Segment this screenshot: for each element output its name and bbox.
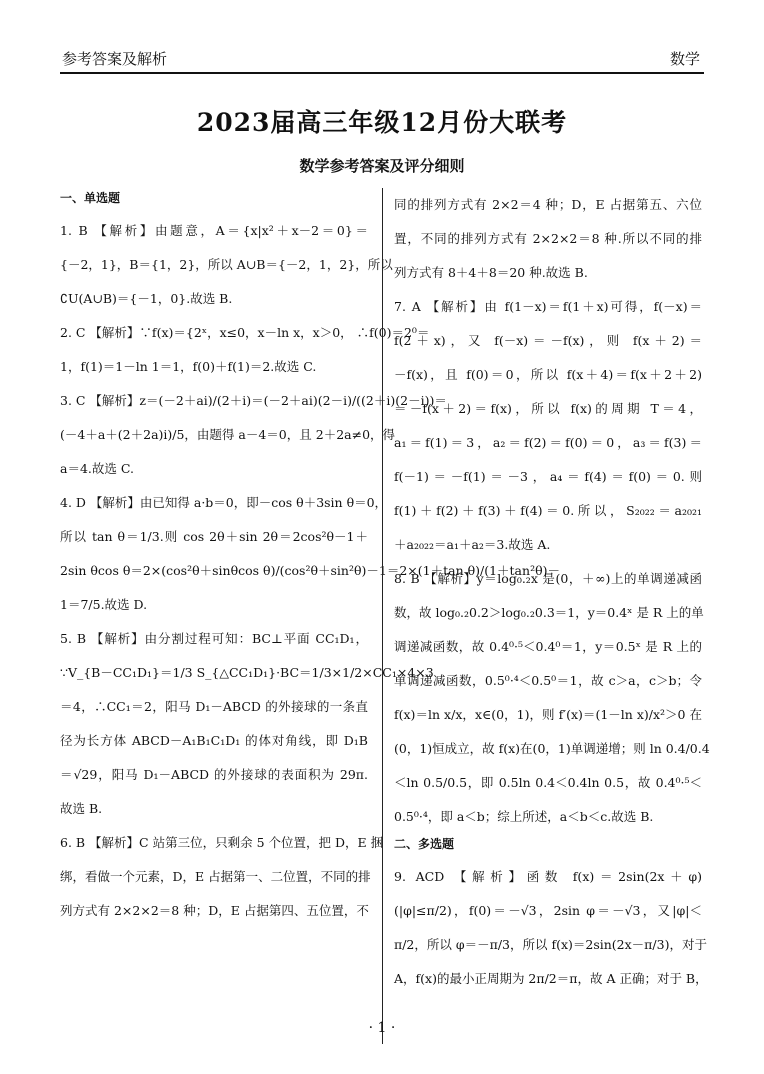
answer-text-line: 0.5⁰·⁴，即 a＜b；综上所述，a＜b＜c.故选 B. (394, 809, 654, 824)
answer-text-line: f(1)＋f(2)＋f(3)＋f(4)＝0.所以，S₂₀₂₂＝a₂₀₂₁ (394, 503, 702, 518)
answer-text-line: f(x)＝ln x/x，x∈(0，1)，则 f′(x)＝(1－ln x)/x²＞0 在 (394, 707, 702, 722)
answer-text-line: f(2＋x)，又 f(－x)＝－f(x)，则 f(x＋2)＝ (394, 333, 702, 348)
answer-text-line: 列方式有 8＋4＋8＝20 种.故选 B. (394, 265, 588, 280)
answer-text-line: 所以 tan θ＝1/3.则 cos 2θ＋sin 2θ＝2cos²θ－1＋ (60, 529, 368, 544)
answer-text-line: －f(x)，且 f(0)＝0，所以 f(x＋4)＝f(x＋2＋2) (394, 367, 702, 382)
answer-text-line: 同的排列方式有 2×2＝4 种；D，E 占据第五、六位 (394, 197, 702, 212)
answer-text-line: ＝√29，阳马 D₁－ABCD 的外接球的表面积为 29π. (60, 767, 368, 782)
right-column (394, 188, 710, 996)
answer-text-line: ＝－f(x＋2)＝f(x)，所以 f(x)的周期 T＝4， (394, 401, 702, 416)
answer-text-line: ∵V_{B－CC₁D₁}＝1/3 S_{△CC₁D₁}·BC＝1/3×1/2×CC₁×4×3 (60, 665, 434, 680)
answer-text-line: 9. ACD 【解析】函数 f(x)＝2sin(2x＋φ) (394, 869, 702, 884)
answer-text-line: 调递减函数，故 0.4⁰·⁵＜0.4⁰＝1，y＝0.5ˣ 是 R 上的 (394, 639, 702, 654)
answer-text-line: 故选 B. (60, 801, 103, 816)
section-heading: 一、单选题 (60, 191, 121, 205)
answer-text-line: ＜ln 0.5/0.5，即 0.5ln 0.4＜0.4ln 0.5，故 0.4⁰·⁵＜ (394, 775, 702, 790)
answer-text-line: 1＝7/5.故选 D. (60, 597, 148, 612)
page-title: 2023届高三年级12月份大联考 (196, 108, 568, 137)
answer-text-line: 置，不同的排列方式有 2×2×2＝8 种.所以不同的排 (394, 231, 702, 246)
section-heading: 二、多选题 (394, 837, 455, 851)
answer-text-line: 8. B 【解析】y＝log₀.₂x 是(0，＋∞)上的单调递减函 (394, 571, 702, 586)
answer-text-line: 3. C 【解析】z＝(－2＋ai)/(2＋i)＝(－2＋ai)(2－i)/((2＋i)(2－i))＝ (60, 393, 447, 408)
answer-text-line: 1，f(1)＝1－ln 1＝1，f(0)＋f(1)＝2.故选 C. (60, 359, 317, 374)
answer-text-line: 径为长方体 ABCD－A₁B₁C₁D₁ 的体对角线，即 D₁B (60, 733, 368, 748)
answer-text-line: 数，故 log₀.₂0.2＞log₀.₂0.3＝1，y＝0.4ˣ 是 R 上的单 (394, 605, 704, 620)
header-right: 数学 (669, 50, 700, 68)
answer-text-line: a＝4.故选 C. (60, 461, 134, 476)
answer-text-line: 2. C 【解析】∵f(x)＝{2ˣ，x≤0，x－ln x，x＞0， ∴f(0)＝2⁰＝ (60, 325, 430, 340)
answer-text-line: A，f(x)的最小正周期为 2π/2＝π，故 A 正确；对于 B， (394, 971, 708, 986)
answer-text-line: ＋a₂₀₂₂＝a₁＋a₂＝3.故选 A. (394, 537, 551, 552)
answer-text-line: 绑，看做一个元素，D，E 占据第一、二位置，不同的排 (60, 869, 371, 884)
answer-text-line: a₁＝f(1)＝3，a₂＝f(2)＝f(0)＝0，a₃＝f(3)＝ (394, 435, 702, 450)
page-subtitle: 数学参考答案及评分细则 (299, 157, 465, 175)
answer-text-line: {－2，1}，B＝{1，2}，所以 A∪B＝{－2，1，2}，所以 (60, 257, 393, 272)
page-number: · 1 · (368, 1020, 396, 1036)
answer-text-line: 6. B 【解析】C 站第三位，只剩余 5 个位置，把 D，E 捆 (60, 835, 384, 850)
answer-text-line: 4. D 【解析】由已知得 a·b＝0，即－cos θ＋3sin θ＝0， (60, 495, 388, 510)
answer-text-line: π/2，所以 φ＝－π/3，所以 f(x)＝2sin(2x－π/3)，对于 (394, 937, 707, 952)
answer-text-line: 2sin θcos θ＝2×(cos²θ＋sinθcos θ)/(cos²θ＋sin²θ)－1＝2×(1＋tan θ)/(1＋tan²θ)－ (60, 563, 560, 578)
answer-text-line: (0，1)恒成立，故 f(x)在(0，1)单调递增；则 ln 0.4/0.4 (394, 741, 710, 756)
header-left: 参考答案及解析 (62, 50, 168, 68)
header-rule (60, 72, 704, 74)
column-divider (382, 188, 383, 1044)
answer-text-line: 单调递减函数，0.5⁰·⁴＜0.5⁰＝1，故 c＞a，c＞b；令 (394, 673, 702, 688)
answer-text-line: 1. B 【解析】由题意，A＝{x|x²＋x－2＝0}＝ (60, 223, 368, 238)
answer-text-line: f(－1)＝－f(1)＝－3，a₄＝f(4)＝f(0)＝0.则 (394, 469, 702, 484)
answer-text-line: ＝4，∴CC₁＝2，阳马 D₁－ABCD 的外接球的一条直 (60, 699, 368, 714)
answer-text-line: (－4＋a＋(2＋2a)i)/5，由题得 a－4＝0，且 2＋2a≠0，得 (60, 427, 396, 442)
answer-text-line: ∁U(A∪B)＝{－1，0}.故选 B. (60, 291, 233, 306)
answer-text-line: 列方式有 2×2×2＝8 种；D，E 占据第四、五位置，不 (60, 903, 369, 918)
answer-text-line: (|φ|≤π/2)，f(0)＝－√3，2sin φ＝－√3，又|φ|＜ (394, 903, 702, 918)
answer-text-line: 7. A 【解析】由 f(1－x)＝f(1＋x)可得，f(－x)＝ (394, 299, 702, 314)
answer-text-line: 5. B 【解析】由分割过程可知：BC⊥平面 CC₁D₁， (60, 631, 368, 646)
